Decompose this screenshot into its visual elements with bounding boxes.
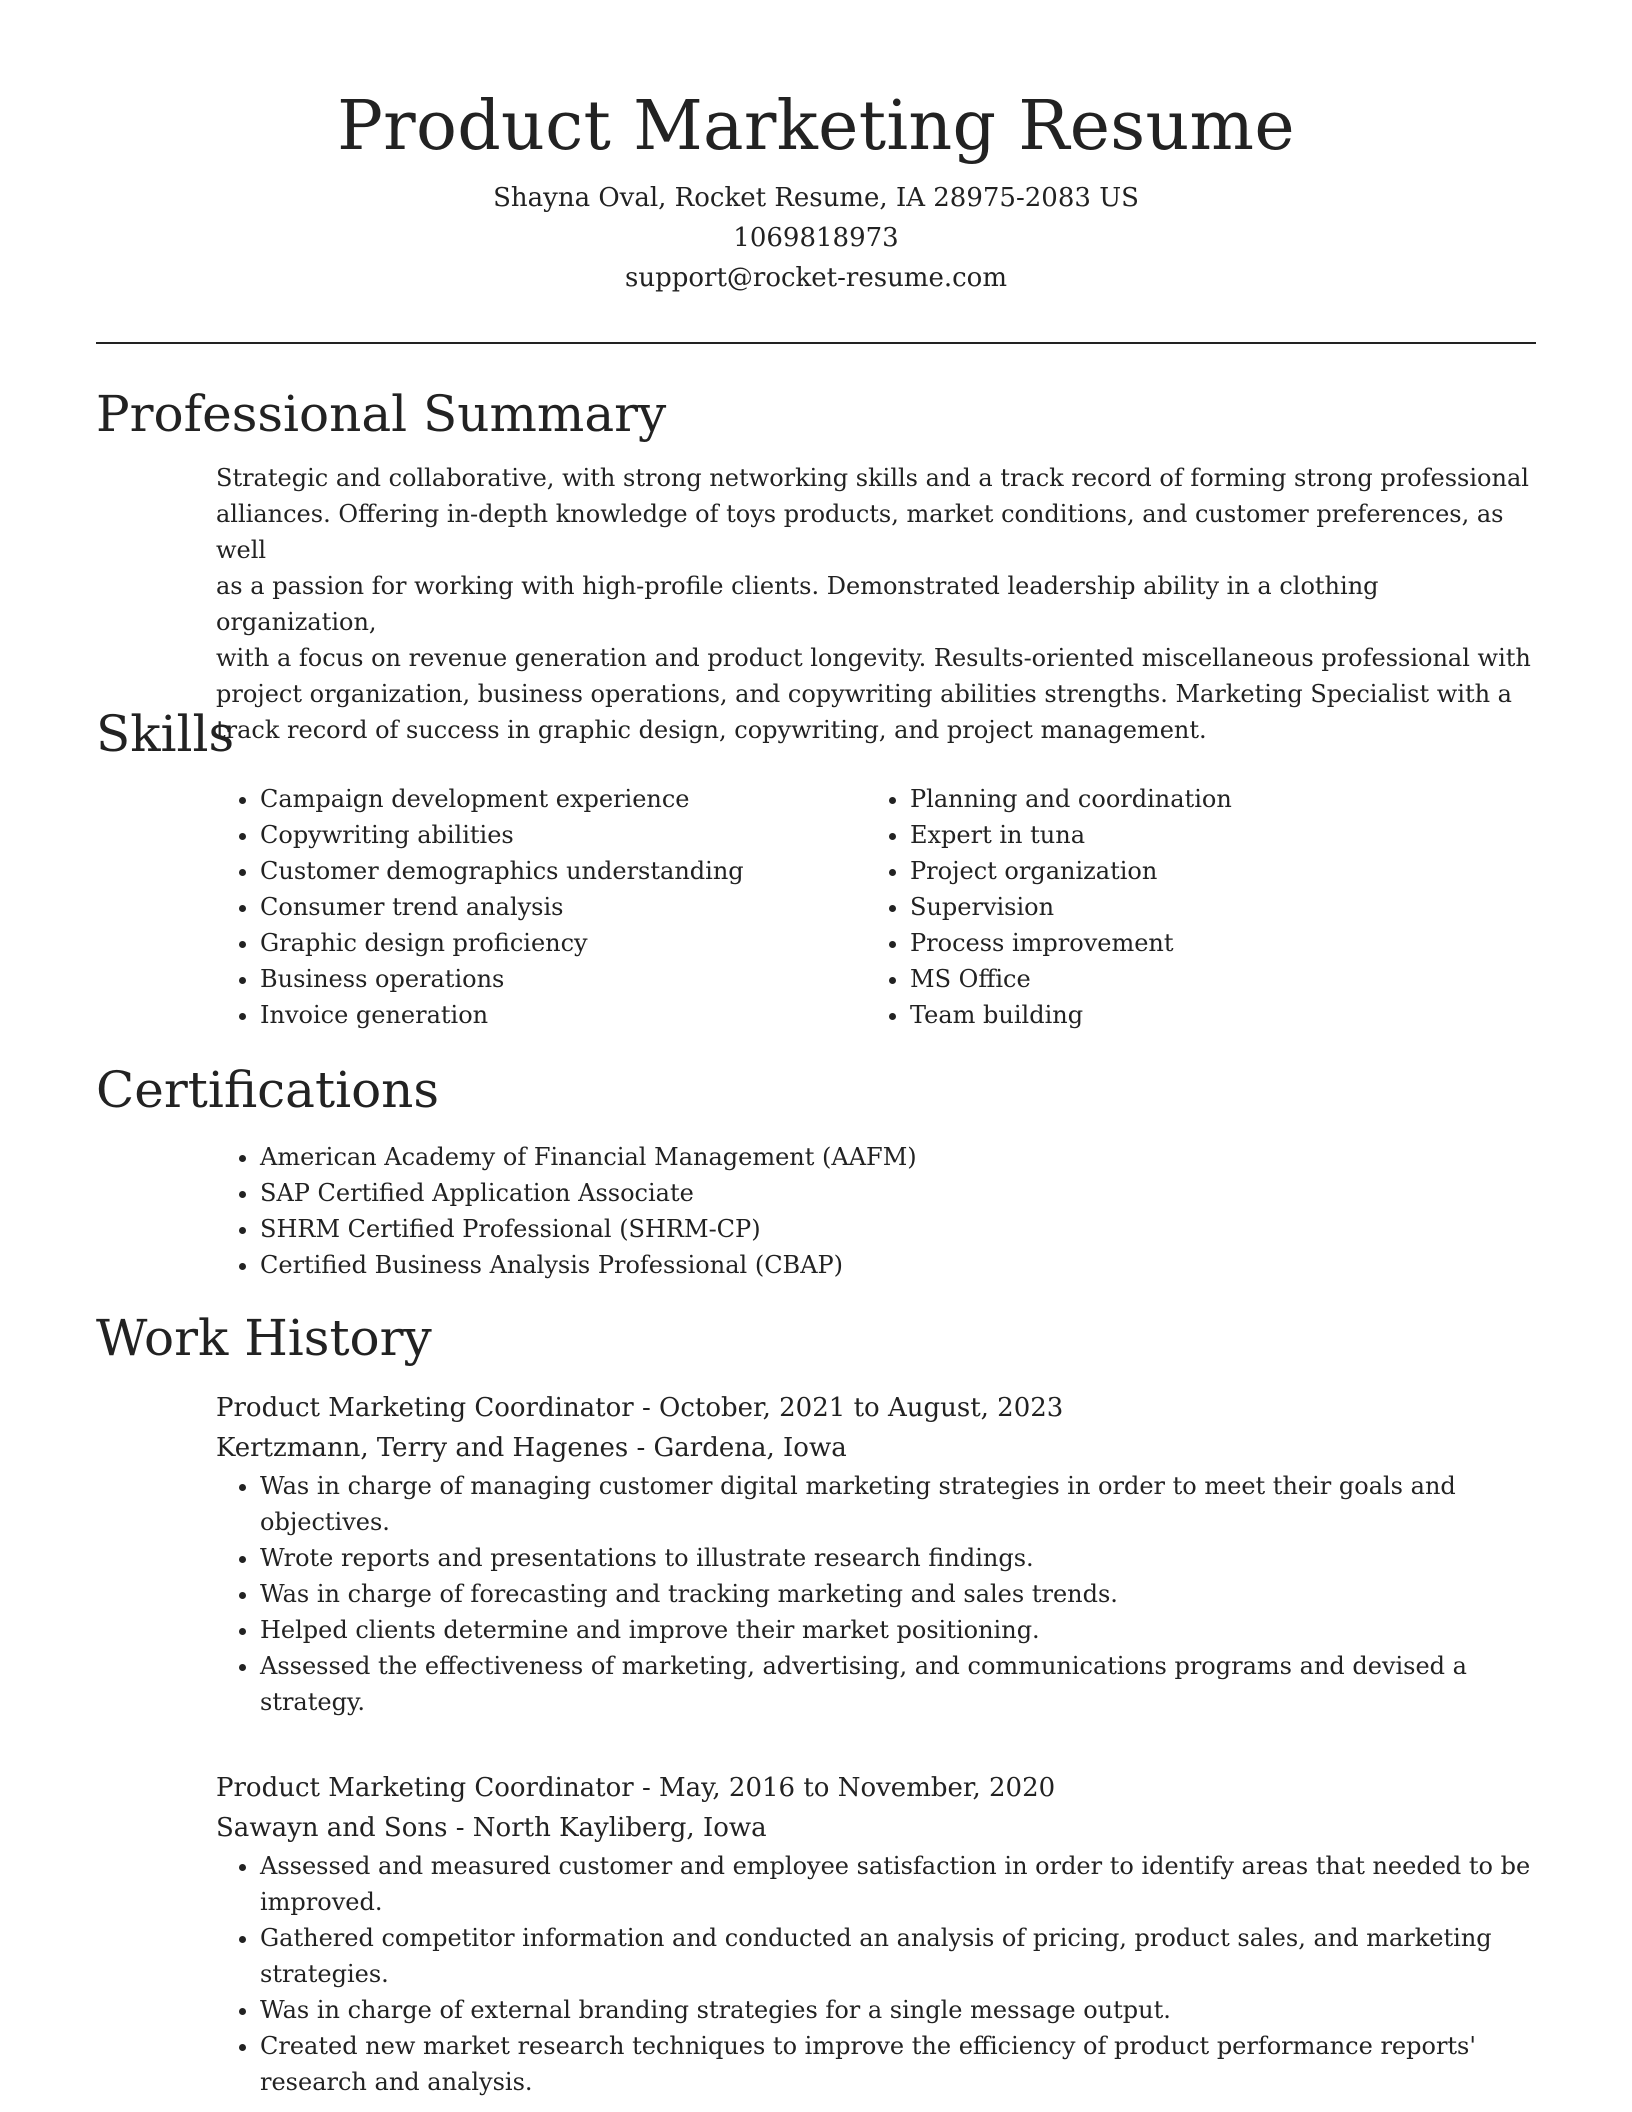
certification-item: • SAP Certified Application Associate (260, 1175, 1516, 1211)
job-duty-item: • Helped clients determine and improve their market positioning. (260, 1612, 1560, 1648)
job-entry (216, 1388, 1536, 1720)
job-duties-list (216, 1848, 1560, 2100)
job-duties-list (216, 1468, 1560, 1720)
skill-item: • Process improvement (910, 925, 1486, 961)
skills-heading: Skills (96, 705, 235, 763)
skill-item: • Customer demographics understanding (260, 853, 836, 889)
job-duty-item: • Created new market research techniques to improve the efficiency of product performance reports' research and analysis. (260, 2028, 1560, 2100)
certification-item: • American Academy of Financial Management (AAFM) (260, 1139, 1516, 1175)
skill-item: • MS Office (910, 961, 1486, 997)
job-duty-item: • Gathered competitor information and conducted an analysis of pricing, product sales, and marketing strategies. (260, 1920, 1560, 1992)
skill-item: • Invoice generation (260, 997, 836, 1033)
skill-item: • Business operations (260, 961, 836, 997)
skills-list-right (866, 781, 1486, 1033)
job-duty-item: • Assessed the effectiveness of marketing, advertising, and communications programs and devised a strategy. (260, 1648, 1560, 1720)
job-entry (216, 1768, 1536, 2100)
skill-item: • Planning and coordination (910, 781, 1486, 817)
contact-phone: 1069818973 (733, 223, 899, 253)
skill-item: • Copywriting abilities (260, 817, 836, 853)
contact-email: support@rocket-resume.com (624, 263, 1007, 293)
certifications-list (216, 1139, 1516, 1283)
header-divider (96, 342, 1536, 344)
certifications-heading: Certifications (96, 1061, 440, 1119)
skill-item: • Campaign development experience (260, 781, 836, 817)
job-title-dates: Product Marketing Coordinator - May, 2016 to November, 2020 (216, 1773, 1056, 1803)
contact-address: Shayna Oval, Rocket Resume, IA 28975-2083 US (493, 183, 1139, 213)
certification-item: • SHRM Certified Professional (SHRM-CP) (260, 1211, 1516, 1247)
skill-item: • Graphic design proficiency (260, 925, 836, 961)
job-company-location: Sawayn and Sons - North Kayliberg, Iowa (216, 1813, 767, 1843)
job-duty-item: • Wrote reports and presentations to illustrate research findings. (260, 1540, 1560, 1576)
summary-text: Strategic and collaborative, with strong networking skills and a track record of forming strong professional alliances. Offering in-depth knowledge of toys products, market conditions, and customer preferences, as well as a passion for working with high-profile clients. Demonstrated leadership ability in a clothing organization, with a focus on revenue generation and product longevity. Results-oriented miscellaneous professional with project organization, business operations, and copywriting abilities strengths. Marketing Specialist with a track record of success in graphic design, copywriting, and project management. (216, 464, 1531, 744)
job-duty-item: • Was in charge of external branding strategies for a single message output. (260, 1992, 1560, 2028)
summary-heading: Professional Summary (96, 385, 667, 443)
certification-item: • Certified Business Analysis Professional (CBAP) (260, 1247, 1516, 1283)
work-history-heading: Work History (96, 1309, 432, 1367)
page-title: Product Marketing Resume (337, 87, 1295, 166)
skills-list-left (216, 781, 836, 1033)
skills-column-right (866, 781, 1486, 1033)
job-duty-item: • Was in charge of forecasting and tracking marketing and sales trends. (260, 1576, 1560, 1612)
job-duty-item: • Was in charge of managing customer digital marketing strategies in order to meet their goals and objectives. (260, 1468, 1560, 1540)
skill-item: • Consumer trend analysis (260, 889, 836, 925)
skill-item: • Supervision (910, 889, 1486, 925)
job-duty-item: • Assessed and measured customer and employee satisfaction in order to identify areas that needed to be improved. (260, 1848, 1560, 1920)
job-title-dates: Product Marketing Coordinator - October, 2021 to August, 2023 (216, 1393, 1064, 1423)
skills-column-left (216, 781, 836, 1033)
skill-item: • Team building (910, 997, 1486, 1033)
skill-item: • Expert in tuna (910, 817, 1486, 853)
certifications-block (216, 1139, 1516, 1283)
skill-item: • Project organization (910, 853, 1486, 889)
resume-header (96, 82, 1536, 298)
job-company-location: Kertzmann, Terry and Hagenes - Gardena, Iowa (216, 1433, 847, 1463)
